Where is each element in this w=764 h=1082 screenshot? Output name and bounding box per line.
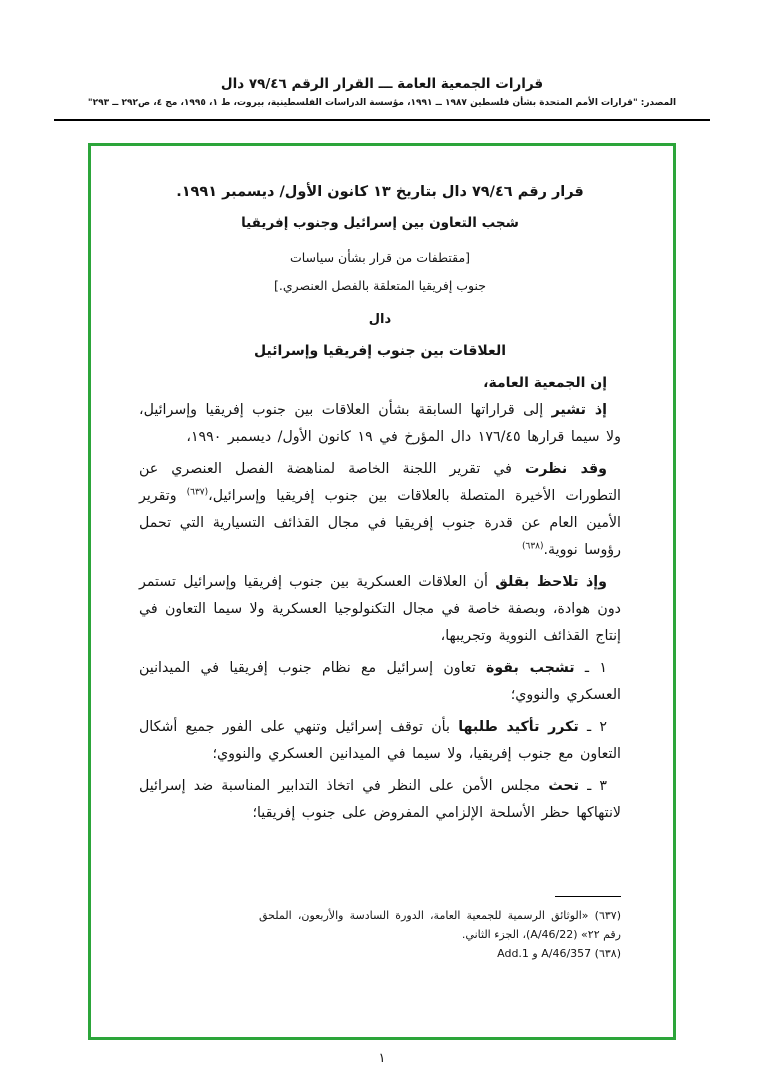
footnote-divider bbox=[555, 896, 621, 897]
paragraph-text: ٢ ـ bbox=[578, 719, 607, 735]
paragraph bbox=[139, 655, 621, 709]
paragraph-text: ١ ـ bbox=[574, 660, 607, 676]
resolution-subtitle: شجب التعاون بين إسرائيل وجنوب إفريقيا bbox=[241, 215, 519, 231]
paragraph-lead: تشجب بقوة bbox=[486, 660, 575, 676]
section-heading: العلاقات بين جنوب إفريقيا وإسرائيل bbox=[253, 343, 507, 359]
paragraph-text: إلى قراراتها السابقة بشأن العلاقات بين جنوب إفريقيا وإسرائيل، ولا سيما قرارها ١٧٦/٤٥ دال المؤرخ في ١٩ كانون الأول/ ديسمبر ١٩٩٠، bbox=[139, 402, 621, 445]
paragraph bbox=[139, 773, 621, 827]
document-frame bbox=[88, 143, 676, 1040]
paragraph bbox=[139, 456, 621, 564]
paragraph-lead: وقد نظرت bbox=[524, 461, 607, 477]
paragraph-text: وتقرير الأمين العام عن قدرة جنوب إفريقيا في مجال القذائف التسيارية التي تحمل رؤوسا نووية. bbox=[139, 488, 621, 558]
paragraph bbox=[139, 397, 621, 451]
section-letter: دال bbox=[368, 312, 392, 327]
paragraph-text: مجلس الأمن على النظر في اتخاذ التدابير المناسبة ضد إسرائيل لانتهاكها حظر الأسلحة الإلزامي المفروض على جنوب إفريقيا؛ bbox=[139, 778, 621, 821]
bracket-note bbox=[139, 244, 621, 300]
paragraph-lead: وإذ تلاحظ بقلق bbox=[495, 574, 607, 590]
paragraph-text: ٣ ـ bbox=[578, 778, 607, 794]
bracket-note-line2: جنوب إفريقيا المتعلقة بالفصل العنصري.] bbox=[274, 278, 486, 293]
paragraph-text: بأن توقف إسرائيل وتنهي على الفور جميع أشكال التعاون مع جنوب إفريقيا، ولا سيما في الميدانين العسكري والنووي؛ bbox=[139, 719, 621, 762]
paragraph bbox=[139, 569, 621, 650]
bracket-note-line1: [مقتطفات من قرار بشأن سياسات bbox=[289, 250, 471, 265]
footnote-ref: (٦٣٨) bbox=[521, 541, 544, 552]
footnotes bbox=[259, 896, 621, 963]
header-divider bbox=[54, 119, 710, 121]
paragraph-text: أن العلاقات العسكرية بين جنوب إفريقيا وإسرائيل تستمر دون هوادة، وبصفة خاصة في مجال التكنولوجيا العسكرية ولا سيما التعاون في إنتاج القذائف النووية وتجريبها، bbox=[139, 574, 621, 644]
page-header bbox=[0, 76, 764, 108]
footnote-638: (٦٣٨) A/46/357 و Add.1 bbox=[497, 947, 621, 960]
paragraph-lead: تكرر تأكيد طلبها bbox=[458, 719, 579, 735]
preamble: إن الجمعية العامة، bbox=[483, 375, 607, 391]
resolution-body bbox=[139, 397, 621, 827]
page-title: قرارات الجمعية العامة ـــ القرار الرقم ٧٩/٤٦ دال bbox=[220, 76, 544, 92]
paragraph-text: في تقرير اللجنة الخاصة لمناهضة الفصل العنصري عن التطورات الأخيرة المتصلة بالعلاقات بين جنوب إفريقيا وإسرائيل، bbox=[139, 461, 621, 504]
paragraph-lead: إذ تشير bbox=[551, 402, 608, 418]
page-number: ١ bbox=[378, 1051, 386, 1066]
footnote-ref: (٦٣٧) bbox=[186, 487, 209, 498]
paragraph-lead: تحث bbox=[548, 778, 579, 794]
footnote-637: (٦٣٧) «الوثائق الرسمية للجمعية العامة، الدورة السادسة والأربعون، الملحق رقم ٢٢» (A/46/22)، الجزء الثاني. bbox=[259, 909, 621, 941]
source-citation: المصدر: "قرارات الأمم المتحدة بشأن فلسطين ١٩٨٧ ــ ١٩٩١، مؤسسة الدراسات الفلسطينية، بيروت، ط ١، ١٩٩٥، مج ٤، ص٢٩٢ ــ ٢٩٣" bbox=[87, 98, 677, 108]
paragraph-text: تعاون إسرائيل مع نظام جنوب إفريقيا في الميدانين العسكري والنووي؛ bbox=[139, 660, 621, 703]
paragraph bbox=[139, 714, 621, 768]
resolution-title: قرار رقم ٧٩/٤٦ دال بتاريخ ١٣ كانون الأول/ ديسمبر ١٩٩١. bbox=[176, 184, 584, 200]
